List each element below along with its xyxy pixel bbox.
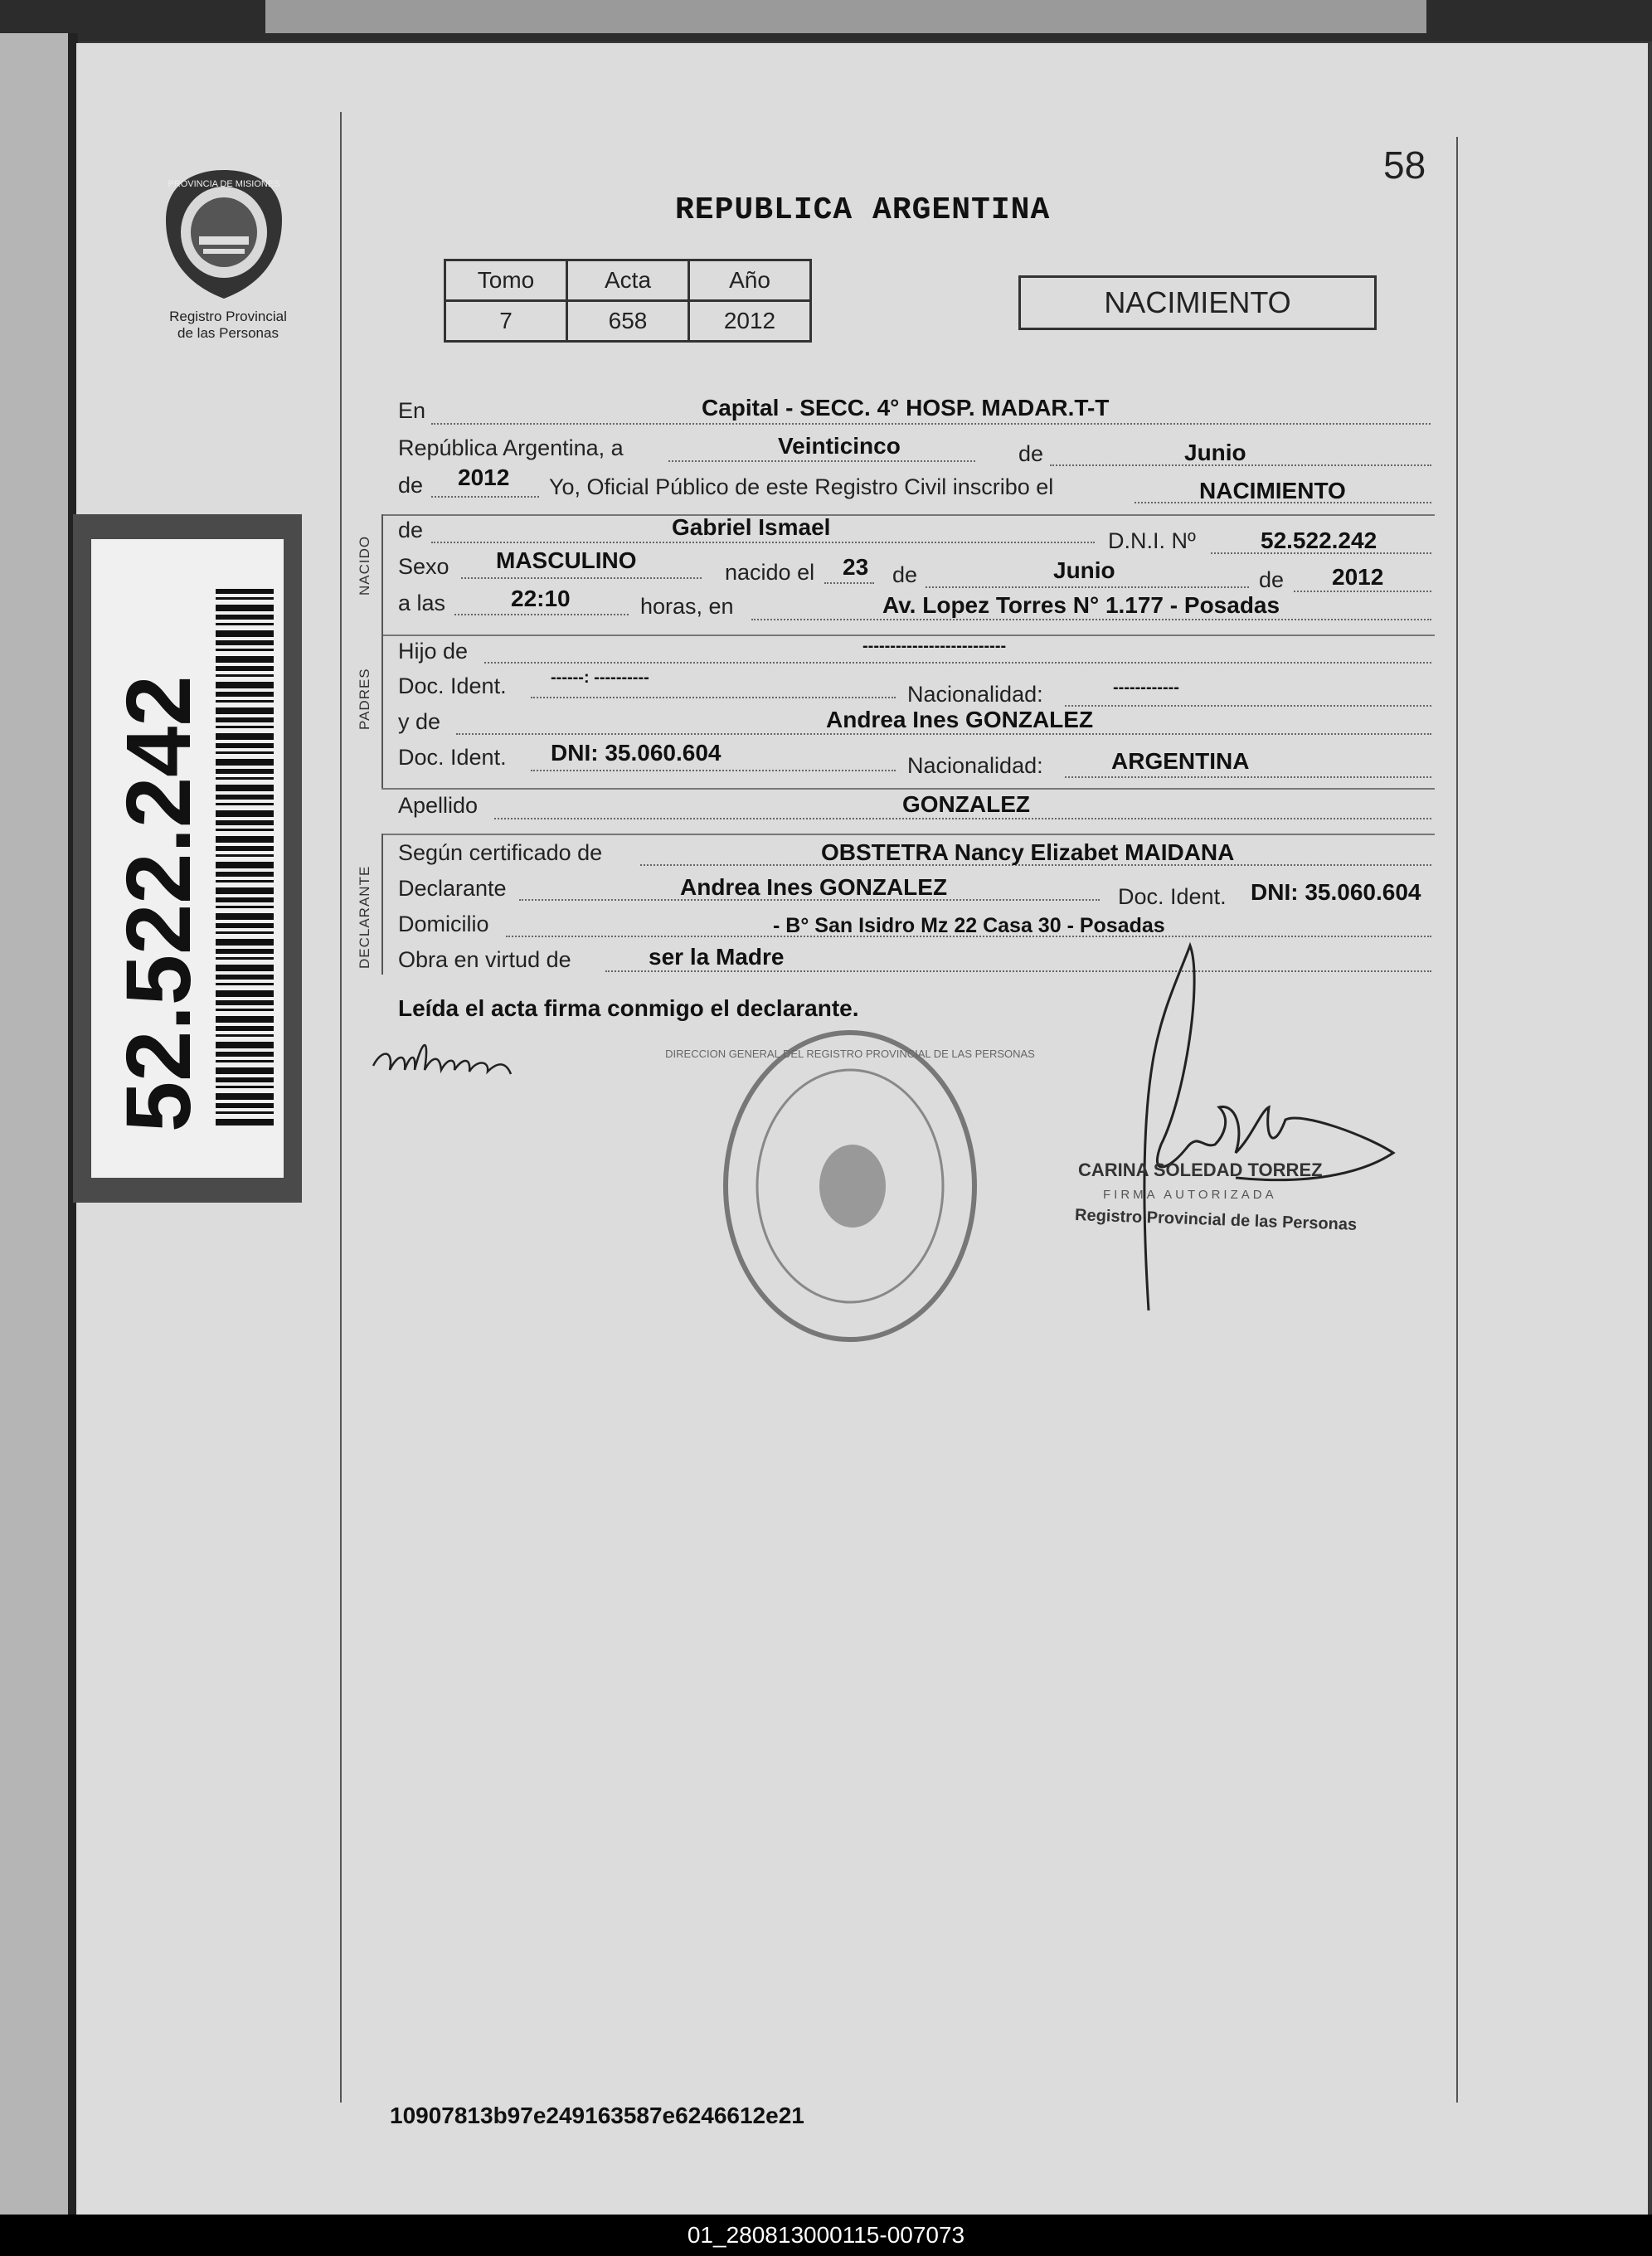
section-rule-1 <box>381 514 1435 516</box>
segun-label: Según certificado de <box>398 840 603 865</box>
footer-filename: 01_280813000115-007073 <box>0 2215 1652 2256</box>
province-seal-logo <box>158 162 290 303</box>
official-role: FIRMA AUTORIZADA <box>1103 1188 1277 1202</box>
padre-nac-value: ------------ <box>1113 678 1179 697</box>
de-anio-label: de <box>398 473 424 498</box>
logo-caption <box>133 309 323 342</box>
nacido-dia-dots <box>824 582 874 584</box>
sexo-value: MASCULINO <box>496 547 637 573</box>
republica-label: República Argentina, a <box>398 435 624 460</box>
nacido-de2-label: de <box>1259 567 1285 592</box>
barcode-inner <box>91 539 284 1178</box>
dia-value: Veinticinco <box>778 433 901 459</box>
official-signature <box>1053 929 1418 1327</box>
left-margin-line <box>340 112 342 2103</box>
en-label: En <box>398 398 426 423</box>
sexo-label: Sexo <box>398 554 449 579</box>
seal-text: PROVINCIA DE MISIONES <box>168 179 280 189</box>
section-rule-4 <box>381 834 1435 835</box>
padre-doc-label: Doc. Ident. <box>398 673 507 698</box>
madre-doc-label: Doc. Ident. <box>398 745 507 770</box>
nombre-dots <box>431 542 1095 543</box>
barcode-number: 52.522.242 <box>108 675 210 1132</box>
document-title: REPUBLICA ARGENTINA <box>675 192 1051 228</box>
madre-doc-value: DNI: 35.060.604 <box>551 740 722 766</box>
madre-value: Andrea Ines GONZALEZ <box>826 707 1094 732</box>
barcode-bars <box>216 589 274 1128</box>
en-value: Capital - SECC. 4° HOSP. MADAR.T-T <box>702 395 1110 421</box>
dia-dots <box>668 460 975 462</box>
obra-value: ser la Madre <box>649 944 785 970</box>
domicilio-label: Domicilio <box>398 912 489 936</box>
nacido-de-label: de <box>892 562 918 587</box>
apellido-dots <box>494 818 1431 819</box>
register-value-tomo: 7 <box>445 301 567 342</box>
a-las-label: a las <box>398 591 446 615</box>
register-header-tomo: Tomo <box>445 260 567 301</box>
page-number: 58 <box>1383 143 1426 187</box>
en-dots <box>431 423 1431 425</box>
madre-nac-value: ARGENTINA <box>1111 748 1250 774</box>
barcode-label <box>73 514 302 1203</box>
apellido-value: GONZALEZ <box>902 791 1030 817</box>
nacido-anio-value: 2012 <box>1332 564 1384 590</box>
lugar-value: Av. Lopez Torres N° 1.177 - Posadas <box>882 592 1280 618</box>
declarante-label: Declarante <box>398 876 507 901</box>
section-rule-2 <box>381 634 1435 636</box>
padre-nac-label: Nacionalidad: <box>907 682 1043 707</box>
declarant-signature <box>365 1028 547 1087</box>
section-rule-3 <box>381 788 1435 790</box>
nacido-mes-dots <box>926 586 1249 588</box>
nacido-dia-value: 23 <box>843 554 869 580</box>
anio-dots <box>431 496 539 498</box>
left-page-edge <box>0 33 68 2215</box>
madre-nac-dots <box>1065 776 1431 778</box>
declarante-value: Andrea Ines GONZALEZ <box>680 874 948 900</box>
padre-doc-value: ------: ---------- <box>551 669 649 687</box>
lugar-dots <box>751 619 1431 620</box>
madre-dots <box>456 733 1431 735</box>
hora-value: 22:10 <box>511 586 571 611</box>
document-hash: 10907813b97e249163587e6246612e21 <box>390 2103 804 2128</box>
section-declarante-label: DECLARANTE <box>357 865 372 969</box>
madre-doc-dots <box>531 770 896 771</box>
act-type-box: NACIMIENTO <box>1018 275 1377 330</box>
register-header-acta: Acta <box>567 260 689 301</box>
sexo-dots <box>461 577 702 579</box>
de-label: de <box>1018 441 1044 466</box>
section-nacido-bar <box>381 514 383 634</box>
horas-en-label: horas, en <box>640 594 734 619</box>
domicilio-value: - B° San Isidro Mz 22 Casa 30 - Posadas <box>773 914 1165 937</box>
apellido-label: Apellido <box>398 793 479 818</box>
leida-text: Leída el acta firma conmigo el declarante. <box>398 995 859 1021</box>
obra-label: Obra en virtud de <box>398 947 571 972</box>
de-nombre-label: de <box>398 518 424 542</box>
dni-value: 52.522.242 <box>1261 528 1377 553</box>
right-margin-line <box>1456 137 1458 2103</box>
register-value-acta: 658 <box>567 301 689 342</box>
hijo-de-dots <box>484 662 1431 664</box>
logo-caption-line2: de las Personas <box>177 325 279 341</box>
top-strip <box>0 0 1652 41</box>
register-value-anio: 2012 <box>689 301 811 342</box>
hora-dots <box>454 614 629 615</box>
book-cover-edge <box>265 0 1426 33</box>
section-nacido-label: NACIDO <box>357 535 372 596</box>
madre-nac-label: Nacionalidad: <box>907 753 1043 778</box>
anio-value: 2012 <box>458 464 510 490</box>
section-padres-label: PADRES <box>357 668 372 730</box>
stamp-text: DIRECCION GENERAL DEL REGISTRO PROVINCIAL DE LAS PERSONAS <box>665 1048 1035 1060</box>
nacido-mes-value: Junio <box>1053 557 1115 583</box>
mes-value: Junio <box>1184 440 1246 465</box>
inscribo-value: NACIMIENTO <box>1199 478 1346 503</box>
official-org: Registro Provincial de las Personas <box>1074 1206 1358 1234</box>
y-de-label: y de <box>398 709 441 734</box>
padre-doc-dots <box>531 697 896 698</box>
official-name: CARINA SOLEDAD TORREZ <box>1078 1160 1323 1180</box>
hijo-de-label: Hijo de <box>398 639 469 664</box>
nacido-anio-dots <box>1294 591 1431 592</box>
section-declarante-bar <box>381 834 383 975</box>
section-padres-bar <box>381 634 383 788</box>
decl-doc-label: Doc. Ident. <box>1118 884 1227 909</box>
decl-doc-value: DNI: 35.060.604 <box>1251 879 1421 905</box>
nacido-el-label: nacido el <box>725 560 815 585</box>
segun-value: OBSTETRA Nancy Elizabet MAIDANA <box>821 839 1235 865</box>
logo-caption-line1: Registro Provincial <box>169 309 287 324</box>
padre-nac-dots <box>1065 705 1431 707</box>
register-table <box>444 259 812 343</box>
official-round-stamp <box>665 1020 1035 1352</box>
dni-label: D.N.I. Nº <box>1108 528 1196 553</box>
nombre-value: Gabriel Ismael <box>672 514 831 540</box>
hijo-de-value: -------------------------- <box>862 637 1007 655</box>
register-header-anio: Año <box>689 260 811 301</box>
oficial-text: Yo, Oficial Público de este Registro Civil inscribo el <box>549 474 1054 499</box>
